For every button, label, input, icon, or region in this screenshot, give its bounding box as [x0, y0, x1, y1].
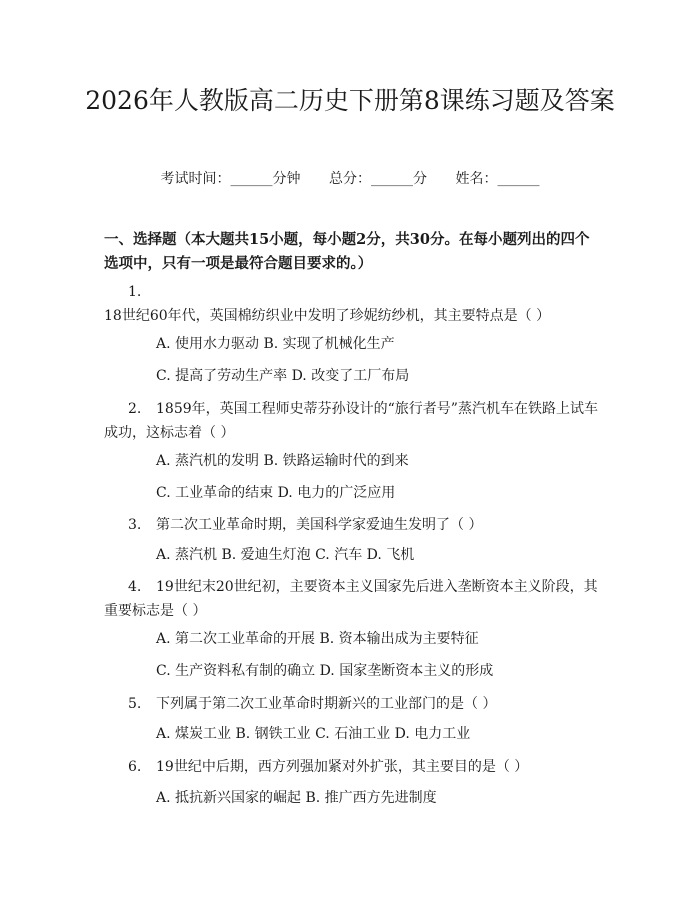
exam-meta — [0, 168, 700, 188]
question-text: 下列属于第二次工业革命时期新兴的工业部门的是（ ） — [156, 696, 497, 712]
question-4-options-row-1: A. 第二次工业革命的开展 B. 资本输出成为主要特征 — [156, 631, 479, 647]
question-text: 18世纪60年代，英国棉纺织业中发明了珍妮纺纱机，其主要特点是（ ） — [104, 308, 551, 324]
question-6 — [104, 755, 600, 779]
section-heading: 一、选择题（本大题共15小题，每小题2分，共30分。在每小题列出的四个选项中，只有一项是最符合题目要求的。） — [104, 231, 590, 272]
question-2-options-row-2: C. 工业革命的结束 D. 电力的广泛应用 — [156, 485, 396, 501]
question-3-options-row-1: A. 蒸汽机 B. 爱迪生灯泡 C. 汽车 D. 飞机 — [156, 547, 415, 563]
question-5 — [104, 692, 600, 716]
question-number: 6. — [128, 759, 142, 775]
question-2 — [104, 397, 600, 445]
question-1 — [104, 280, 600, 328]
question-number: 5. — [128, 696, 142, 712]
question-2-options-row-1: A. 蒸汽机的发明 B. 铁路运输时代的到来 — [156, 453, 409, 469]
question-4-options-row-2: C. 生产资料私有制的确立 D. 国家垄断资本主义的形成 — [156, 663, 494, 679]
question-text: 1859年，英国工程师史蒂芬孙设计的“旅行者号”蒸汽机车在铁路上试车成功，这标志着（ ） — [104, 401, 598, 441]
student-name-field: 姓名：______ — [455, 171, 540, 187]
question-text: 19世纪末20世纪初，主要资本主义国家先后进入垄断资本主义阶段，其重要标志是（ ） — [104, 579, 598, 619]
question-1-options-row-1: A. 使用水力驱动 B. 实现了机械化生产 — [156, 336, 395, 352]
exam-time-field: 考试时间：______分钟 — [160, 171, 301, 187]
question-5-options-row-1: A. 煤炭工业 B. 钢铁工业 C. 石油工业 D. 电力工业 — [156, 726, 471, 742]
question-text: 第二次工业革命时期，美国科学家爱迪生发明了（ ） — [156, 517, 483, 533]
total-score-field: 总分：______分 — [329, 171, 427, 187]
question-6-options-row-1: A. 抵抗新兴国家的崛起 B. 推广西方先进制度 — [156, 790, 437, 806]
question-3 — [104, 513, 600, 537]
question-1-options-row-2: C. 提高了劳动生产率 D. 改变了工厂布局 — [156, 368, 410, 384]
question-text: 19世纪中后期，西方列强加紧对外扩张，其主要目的是（ ） — [156, 759, 529, 775]
question-4 — [104, 575, 600, 623]
question-number: 3. — [128, 517, 142, 533]
question-number: 4. — [128, 579, 142, 595]
page-title: 2026年人教版高二历史下册第8课练习题及答案 — [85, 86, 615, 115]
question-number: 2. — [128, 401, 142, 417]
question-number: 1. — [128, 284, 142, 300]
